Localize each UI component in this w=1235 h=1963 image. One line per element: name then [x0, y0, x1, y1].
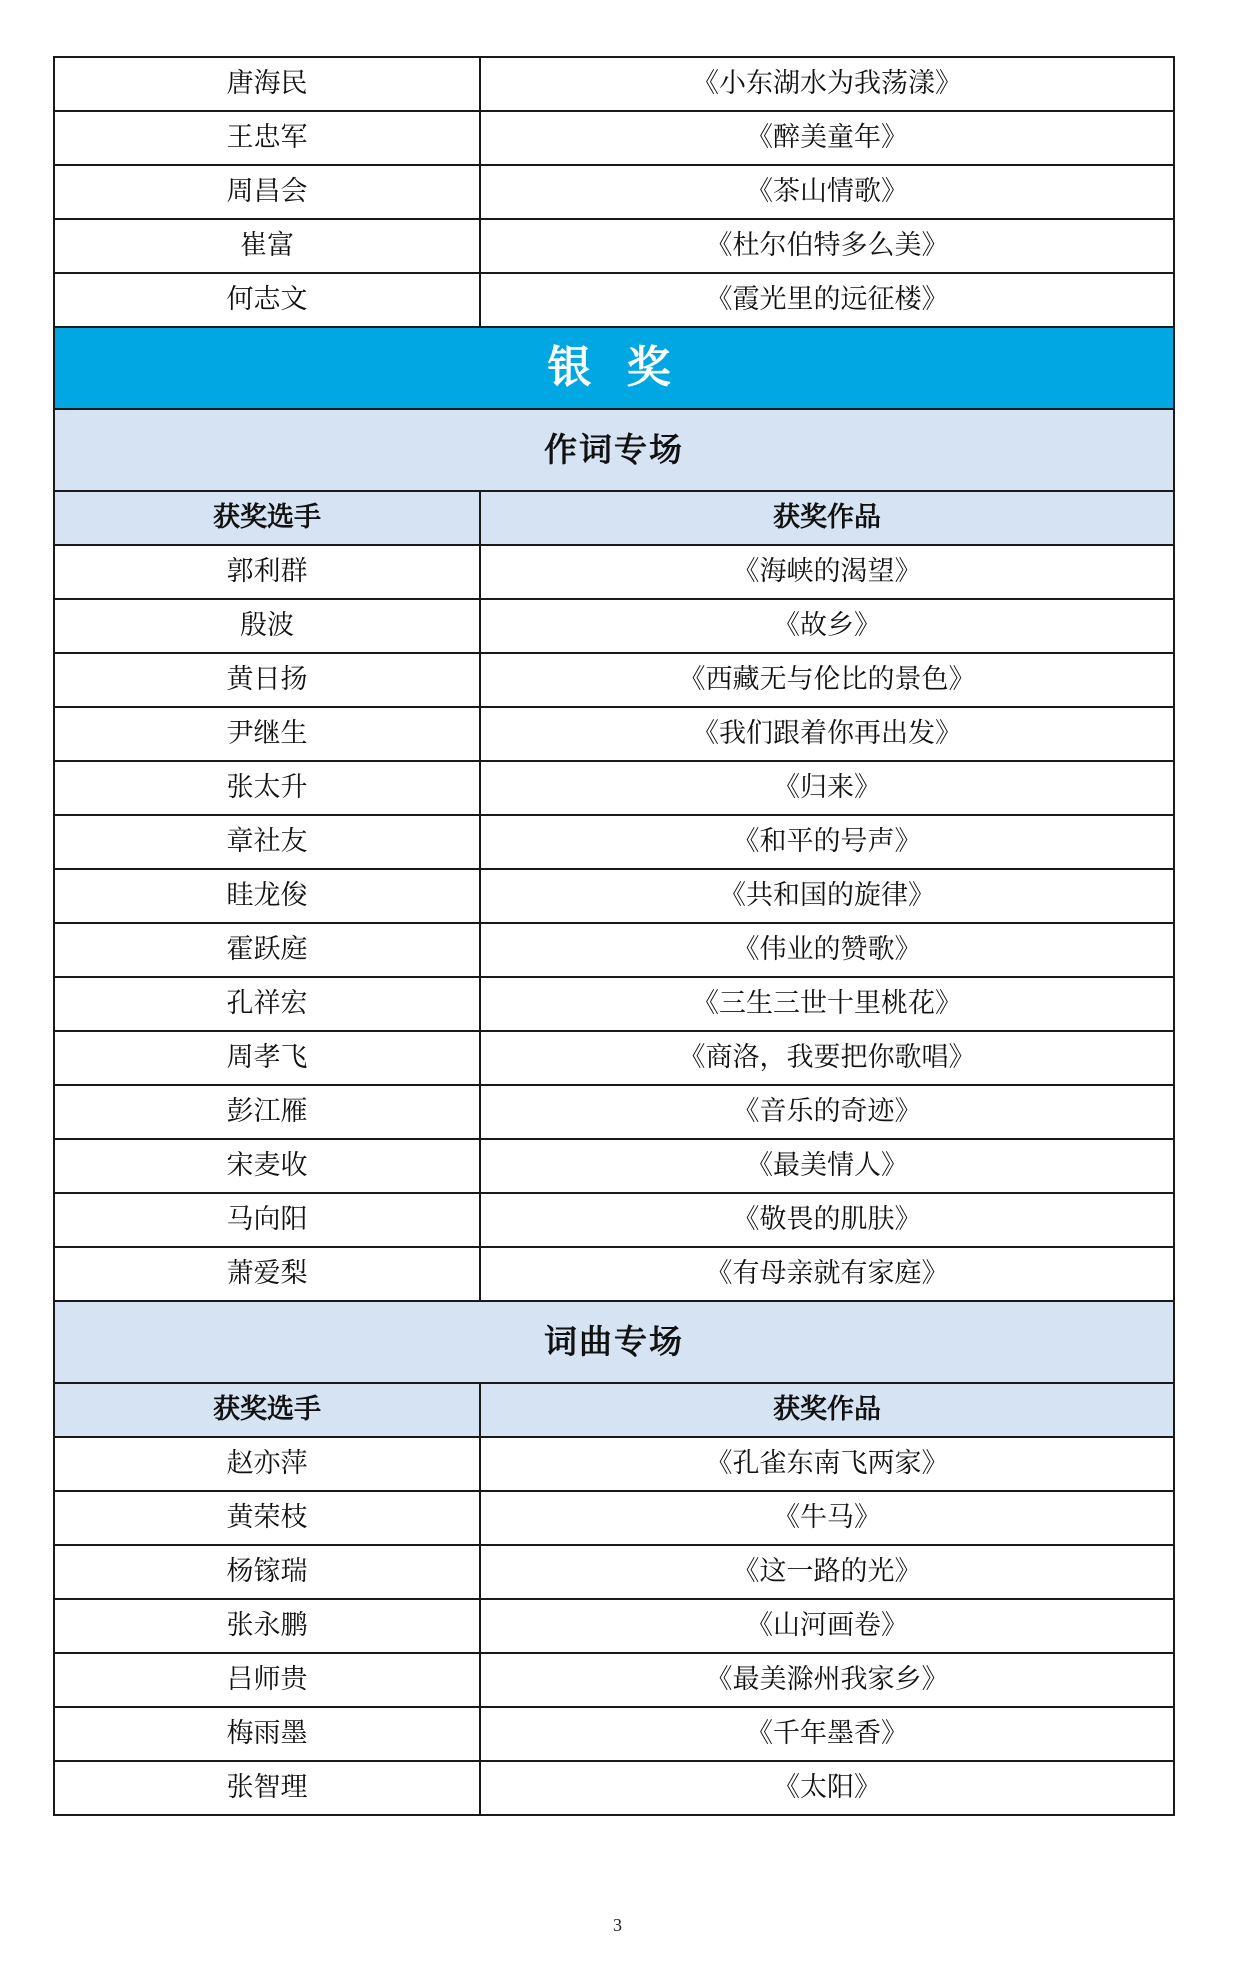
- work-title: 《和平的号声》: [480, 815, 1174, 869]
- table-row: [54, 1653, 1174, 1707]
- winner-name: 赵亦萍: [54, 1437, 480, 1491]
- table-row: [54, 545, 1174, 599]
- winner-name: 眭龙俊: [54, 869, 480, 923]
- work-title: 《山河画卷》: [480, 1599, 1174, 1653]
- winner-name: 周孝飞: [54, 1031, 480, 1085]
- table-row: [54, 761, 1174, 815]
- winner-name: 霍跃庭: [54, 923, 480, 977]
- work-title: 《霞光里的远征楼》: [480, 273, 1174, 327]
- winner-name: 萧爱梨: [54, 1247, 480, 1301]
- work-title: 《最美滁州我家乡》: [480, 1653, 1174, 1707]
- column-header-winner: 获奖选手: [54, 491, 480, 545]
- work-title: 《醉美童年》: [480, 111, 1174, 165]
- table-row: [54, 1193, 1174, 1247]
- winner-name: 杨镓瑞: [54, 1545, 480, 1599]
- work-title: 《敬畏的肌肤》: [480, 1193, 1174, 1247]
- work-title: 《我们跟着你再出发》: [480, 707, 1174, 761]
- winner-name: 马向阳: [54, 1193, 480, 1247]
- table-row: [54, 1545, 1174, 1599]
- table-row: [54, 653, 1174, 707]
- winner-name: 唐海民: [54, 57, 480, 111]
- work-title: 《有母亲就有家庭》: [480, 1247, 1174, 1301]
- table-row: [54, 1031, 1174, 1085]
- table-row: [54, 57, 1174, 111]
- column-header-winner: 获奖选手: [54, 1383, 480, 1437]
- awards-table: [53, 56, 1175, 1816]
- table-row: [54, 165, 1174, 219]
- work-title: 《孔雀东南飞两家》: [480, 1437, 1174, 1491]
- winner-name: 何志文: [54, 273, 480, 327]
- table-row: [54, 599, 1174, 653]
- table-row: [54, 1085, 1174, 1139]
- work-title: 《茶山情歌》: [480, 165, 1174, 219]
- winner-name: 梅雨墨: [54, 1707, 480, 1761]
- award-title: 银 奖: [54, 327, 1174, 409]
- work-title: 《伟业的赞歌》: [480, 923, 1174, 977]
- column-header-work: 获奖作品: [480, 1383, 1174, 1437]
- table-row: [54, 1491, 1174, 1545]
- section-title-row: [54, 1301, 1174, 1383]
- winner-name: 吕师贵: [54, 1653, 480, 1707]
- section-title-row: [54, 409, 1174, 491]
- winner-name: 黄日扬: [54, 653, 480, 707]
- column-header-row: [54, 491, 1174, 545]
- table-row: [54, 1707, 1174, 1761]
- table-row: [54, 923, 1174, 977]
- work-title: 《太阳》: [480, 1761, 1174, 1815]
- winner-name: 殷波: [54, 599, 480, 653]
- table-row: [54, 273, 1174, 327]
- work-title: 《三生三世十里桃花》: [480, 977, 1174, 1031]
- work-title: 《海峡的渴望》: [480, 545, 1174, 599]
- winner-name: 王忠军: [54, 111, 480, 165]
- winner-name: 周昌会: [54, 165, 480, 219]
- work-title: 《杜尔伯特多么美》: [480, 219, 1174, 273]
- work-title: 《归来》: [480, 761, 1174, 815]
- table-row: [54, 1437, 1174, 1491]
- work-title: 《商洛，我要把你歌唱》: [480, 1031, 1174, 1085]
- work-title: 《共和国的旋律》: [480, 869, 1174, 923]
- winner-name: 宋麦收: [54, 1139, 480, 1193]
- section-title: 词曲专场: [54, 1301, 1174, 1383]
- winner-name: 张太升: [54, 761, 480, 815]
- work-title: 《西藏无与伦比的景色》: [480, 653, 1174, 707]
- winner-name: 郭利群: [54, 545, 480, 599]
- column-header-row: [54, 1383, 1174, 1437]
- winner-name: 尹继生: [54, 707, 480, 761]
- table-row: [54, 977, 1174, 1031]
- work-title: 《牛马》: [480, 1491, 1174, 1545]
- section-title: 作词专场: [54, 409, 1174, 491]
- winner-name: 章社友: [54, 815, 480, 869]
- work-title: 《千年墨香》: [480, 1707, 1174, 1761]
- table-row: [54, 111, 1174, 165]
- table-row: [54, 707, 1174, 761]
- table-row: [54, 1139, 1174, 1193]
- winner-name: 张智理: [54, 1761, 480, 1815]
- table-row: [54, 219, 1174, 273]
- table-row: [54, 1247, 1174, 1301]
- work-title: 《小东湖水为我荡漾》: [480, 57, 1174, 111]
- table-row: [54, 815, 1174, 869]
- table-row: [54, 1761, 1174, 1815]
- table-row: [54, 869, 1174, 923]
- work-title: 《最美情人》: [480, 1139, 1174, 1193]
- work-title: 《故乡》: [480, 599, 1174, 653]
- winner-name: 彭江雁: [54, 1085, 480, 1139]
- page-number: 3: [613, 1915, 622, 1935]
- winner-name: 黄荣枝: [54, 1491, 480, 1545]
- work-title: 《音乐的奇迹》: [480, 1085, 1174, 1139]
- award-banner-row: [54, 327, 1174, 409]
- winner-name: 崔富: [54, 219, 480, 273]
- winner-name: 张永鹏: [54, 1599, 480, 1653]
- winner-name: 孔祥宏: [54, 977, 480, 1031]
- column-header-work: 获奖作品: [480, 491, 1174, 545]
- table-row: [54, 1599, 1174, 1653]
- work-title: 《这一路的光》: [480, 1545, 1174, 1599]
